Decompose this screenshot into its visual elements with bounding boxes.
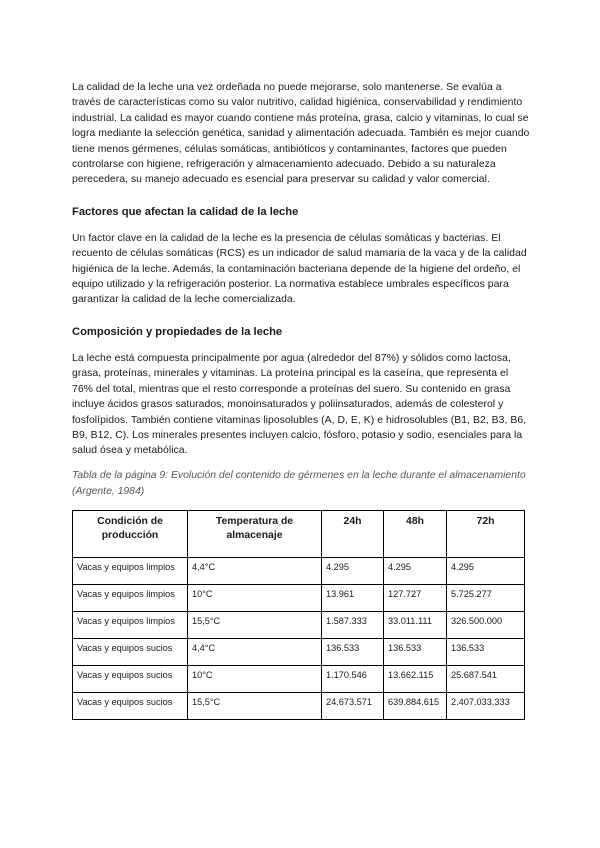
column-header: 72h	[447, 510, 525, 557]
table-row	[73, 584, 525, 611]
table-cell: 15,5°C	[188, 692, 322, 719]
table-cell: 13.662.115	[384, 665, 447, 692]
table-cell: 326.500.000	[447, 611, 525, 638]
table-cell: Vacas y equipos limpios	[73, 611, 188, 638]
table-cell: 127.727	[384, 584, 447, 611]
table-cell: 4.295	[447, 557, 525, 584]
table-cell: 24.673.571	[322, 692, 384, 719]
germ-evolution-table	[72, 510, 525, 720]
intro-paragraph: La calidad de la leche una vez ordeñada no puede mejorarse, solo mantenerse. Se evalúa a través de características como su valor nutritivo, calidad higiénica, conservabilidad y rendimiento industrial. La calidad es mayor cuando contiene más proteína, grasa, calcio y vitaminas, lo cual se logra mediante la selección genética, sanidad y alimentación adecuada. También es mejor cuando tiene menos gérmenes, células somáticas, antibióticos y contaminantes, factores que pueden controlarse con higiene, refrigeración y almacenamiento adecuado. Debido a su naturaleza perecedera, su manejo adecuado es esencial para preservar su calidad y valor comercial.	[72, 82, 530, 186]
table-cell: 4.295	[322, 557, 384, 584]
table-row	[73, 557, 525, 584]
section-heading-factores: Factores que afectan la calidad de la leche	[72, 205, 299, 218]
column-header: 24h	[322, 510, 384, 557]
table-cell: 13.961	[322, 584, 384, 611]
table-row	[73, 638, 525, 665]
column-header: Temperatura de almacenaje	[188, 510, 322, 557]
table-cell: 639.884.615	[384, 692, 447, 719]
table-row	[73, 692, 525, 719]
table-cell: Vacas y equipos sucios	[73, 692, 188, 719]
column-header: Condición de producción	[73, 510, 188, 557]
document-page	[72, 80, 530, 720]
table-cell: 136.533	[322, 638, 384, 665]
table-cell: 1.587.333	[322, 611, 384, 638]
table-cell: 1.170.546	[322, 665, 384, 692]
section-heading-composicion: Composición y propiedades de la leche	[72, 325, 283, 338]
table-cell: Vacas y equipos sucios	[73, 665, 188, 692]
table-cell: 2.407.033.333	[447, 692, 525, 719]
section-paragraph-factores: Un factor clave en la calidad de la leche es la presencia de células somáticas y bacterias. El recuento de células somáticas (RCS) es un indicador de salud mamaria de la vaca y de la calidad higiénica de la leche. Además, la contaminación bacteriana depende de la higiene del ordeño, el equipo utilizado y la refrigeración posterior. La normativa establece umbrales específicos para garantizar la calidad de la leche comercializada.	[72, 232, 527, 306]
table-cell: 4,4°C	[188, 557, 322, 584]
table-header-row	[73, 510, 525, 557]
table-cell: Vacas y equipos limpios	[73, 584, 188, 611]
table-cell: 10°C	[188, 665, 322, 692]
table-caption: Tabla de la página 9: Evolución del contenido de gérmenes en la leche durante el almacenamiento (Argente, 1984)	[72, 469, 526, 497]
table-cell: 136.533	[447, 638, 525, 665]
table-cell: 15,5°C	[188, 611, 322, 638]
table-cell: 4,4°C	[188, 638, 322, 665]
table-cell: Vacas y equipos sucios	[73, 638, 188, 665]
section-paragraph-composicion: La leche está compuesta principalmente por agua (alrededor del 87%) y sólidos como lactosa, grasa, proteínas, minerales y vitaminas. La proteína principal es la caseína, que representa el 76% del total, mientras que el resto corresponde a proteínas del suero. Su contenido en grasa incluye ácidos grasos saturados, monoinsaturados y poliinsaturados, además de colesterol y fosfolípidos. También contiene vitaminas liposolubles (A, D, E, K) e hidrosolubles (B1, B2, B3, B6, B9, B12, C). Los minerales presentes incluyen calcio, fósforo, potasio y sodio, esenciales para la salud ósea y metabólica.	[72, 352, 527, 457]
table-row	[73, 665, 525, 692]
table-row	[73, 611, 525, 638]
table-cell: 10°C	[188, 584, 322, 611]
table-cell: 33.011.111	[384, 611, 447, 638]
table-cell: Vacas y equipos limpios	[73, 557, 188, 584]
table-cell: 136.533	[384, 638, 447, 665]
table-cell: 25.687.541	[447, 665, 525, 692]
table-cell: 4.295	[384, 557, 447, 584]
column-header: 48h	[384, 510, 447, 557]
table-cell: 5.725.277	[447, 584, 525, 611]
